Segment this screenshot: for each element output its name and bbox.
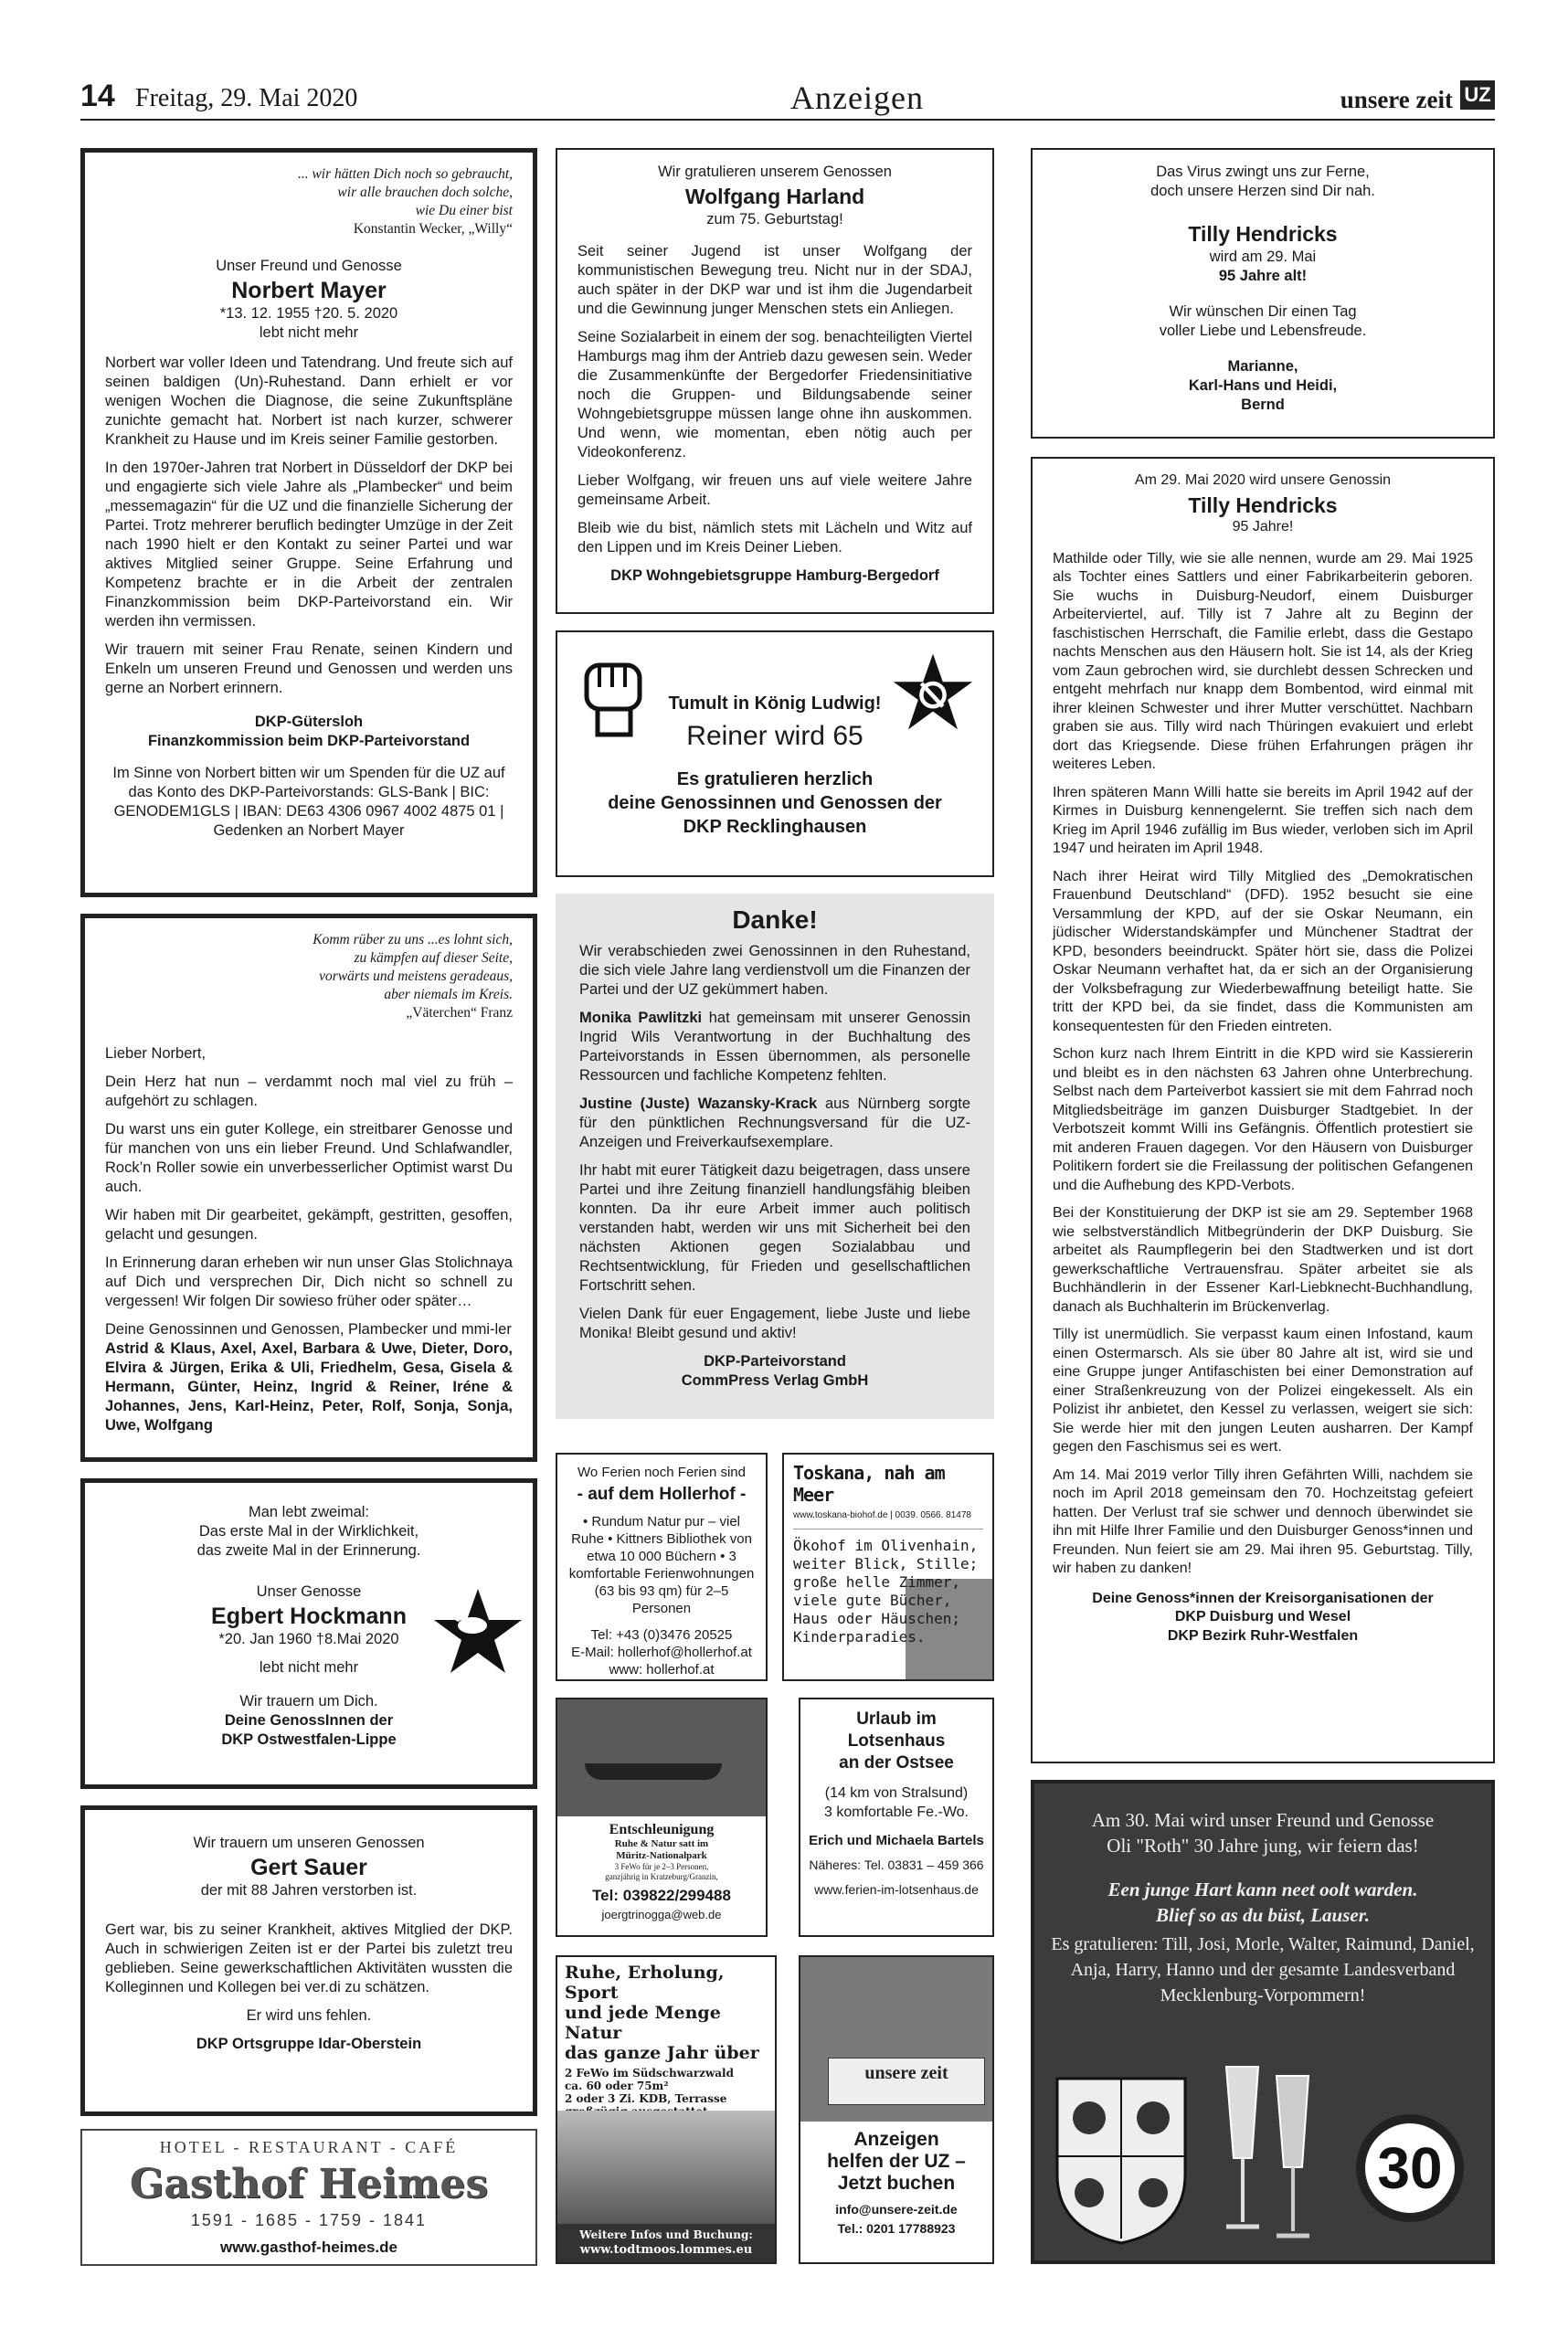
page-number: 14 (80, 79, 115, 113)
paragraph: Tilly ist unermüdlich. Sie verpasst kaum einen Infostand, kaum einen Ostermarsch. Als sie über 80 Jahre alt ist, wird sie und eine Gruppe junger Antifaschisten bei einer Demonstration auf einer Straßenkreuzung von der Polizei eingekesselt. Als ein Polizist ihr anbietet, den Kessel zu verlassen, weigert sie sich: Sie werde hier mit den jungen Leuten ausharren. Der Kampf gegen den Faschismus sei es wert. (1053, 1327, 1473, 1455)
quote-line: zu kämpfen auf dieser Seite, (354, 950, 513, 966)
signature-names: Astrid & Klaus, Axel, Axel, Barbara & Uwe, Dieter, Doro, Elvira & Jürgen, Erika & Uli, Friedhelm, Gesa, Gisela & Hermann, Günter, Heinz, Ingrid & Reiner, Iréne & Johannes, Jens, Karl-Heinz, Peter, Rolf, Sonja, Sonja, Uwe, Wolfgang (105, 1340, 513, 1434)
ad-line: 3 komfortable Fe.-Wo. (824, 1805, 969, 1820)
ad-line: Ruhe & Natur satt im (614, 1838, 709, 1849)
paragraph: In den 1970er-Jahren trat Norbert in Düsseldorf der DKP bei und engagierte sich viele Jahre als „Plambecker“ und beim „messemagazin“ für die UZ und die finanzielle Sicherung der Partei. Trotz mehrerer beruflich bedingter Umzüge in der Zeit nach 1990 hielt er den Kontakt zu seiner Partei und war aktives Mitglied seiner Gruppe. Seine Erfahrung und Kompetenz brachte er in die Arbeit der zentralen Finanzkommission beim DKP-Parteivorstand ein. Wir werden ihn vermissen. (105, 460, 513, 630)
ad-email[interactable]: E-Mail: hollerhof@hollerhof.at (571, 1645, 752, 1660)
hammer-sickle-star-icon (892, 651, 974, 733)
signature: Marianne, (1227, 358, 1298, 375)
ad-hollerhof (556, 1453, 768, 1681)
ad-line: 2 FeWo im Südschwarzwald (565, 2067, 735, 2080)
text-line: Oli "Roth" 30 Jahre jung, wir feiern das! (1107, 1835, 1419, 1857)
ad-headline: Ruhe, Erholung, Sport (565, 1963, 725, 2003)
ad-title: Toskana, nah am Meer (793, 1462, 945, 1506)
ad-entschleunigung (556, 1698, 768, 1937)
text-line: deine Genossinnen und Genossen der (608, 793, 942, 813)
ad-url[interactable]: www.ferien-im-lotsenhaus.de (814, 1882, 979, 1897)
dates: *20. Jan 1960 †8.Mai 2020 (218, 1631, 399, 1647)
paragraph: Er wird uns fehlen. (246, 2007, 372, 2024)
intro: Am 29. Mai 2020 wird unsere Genossin (1134, 472, 1392, 488)
person-name: Gert Sauer (250, 1855, 367, 1880)
ad-email[interactable]: info@unsere-zeit.de (835, 2202, 958, 2217)
paragraph: Gert war, bis zu seiner Krankheit, aktives Mitglied der DKP. Auch in schwierigen Zeiten ist er der Partei bis zuletzt treu geblieben. Seine gewerkschaftlichen Aktivitäten wussten die Kolleginnen und Kollegen bei ver.di zu schätzen. (105, 1921, 513, 1995)
paragraph: Ihr habt mit eurer Tätigkeit dazu beigetragen, dass unsere Partei und ihre Zeitung finanziell handlungsfähig bleiben konnten. Da ihr eure Arbeit immer auch politisch verstanden habt, werden wir uns mit Sicherheit bei den nächsten Aktionen gegen Sozialabbau und Rechtsentwicklung, für Frieden und gesellschaftlichen Fortschritt sehen. (579, 1162, 970, 1294)
person-name: Egbert Hockmann (211, 1603, 407, 1629)
text-line: das zweite Mal in der Erinnerung. (196, 1542, 421, 1559)
ad-email[interactable]: joergtrinogga@web.de (601, 1908, 722, 1921)
text-line: Blief so as du büst, Lauser. (1156, 1904, 1370, 1926)
signature: CommPress Verlag GmbH (681, 1372, 869, 1389)
subtitle: der mit 88 Jahren verstorben ist. (200, 1882, 418, 1899)
ad-line: viele gute Bücher, (793, 1592, 952, 1609)
quote-source: Konstantin Wecker, „Willy“ (353, 221, 513, 237)
signature: DKP Ostwestfalen-Lippe (221, 1731, 397, 1748)
ad-lotsenhaus (799, 1698, 994, 1937)
paragraph: Schon kurz nach Ihrem Eintritt in die KPD wird sie Kassiererin und bleibt es in den nächsten 63 Jahren ohne Unterbrechung. Selbst nach dem Parteiverbot kassiert sie mit dem Fahrrad noch Mitgliedsbeiträge im ganzen Duisburger Stadtgebiet. In der Verbotszeit kommt Willi ins Gefängnis. Öffentlich protestiert sie mit anderen Frauen dagegen. Vor den Häusern von Duisburger Politikern fordert sie die Freilassung der politischen Gefangenen und die Aufhebung des KPD-Verbots. (1053, 1046, 1473, 1193)
signature: DKP-Parteivorstand (704, 1353, 846, 1370)
signature: Deine GenossInnen der (224, 1712, 394, 1729)
tribute-tilly-hendricks (1031, 457, 1495, 1763)
newspaper-title: unsere zeit (828, 2058, 985, 2105)
signature: Deine Genoss*innen der Kreisorganisationen der (1092, 1590, 1434, 1606)
greeting-reiner (556, 630, 994, 877)
ad-line: Haus oder Häuschen; (793, 1610, 961, 1627)
ad-headline: und jede Menge Natur (565, 2003, 721, 2043)
ad-toskana (782, 1453, 994, 1681)
headline: Tumult in König Ludwig! (668, 693, 882, 714)
paragraph: Wir verabschieden zwei Genossinnen in den Ruhestand, die sich viele Jahre lang verdienstvoll um die Finanzen der Partei und der UZ gekümmert haben. (579, 943, 970, 998)
greeting-wolfgang-harland (556, 148, 994, 614)
ad-headline: Jetzt buchen (837, 2173, 956, 2194)
paragraph: Wir trauern mit seiner Frau Renate, seinen Kindern und Enkeln um unseren Freund und Genossen und werden uns gerne an Norbert erinnern. (105, 641, 513, 696)
issue-date: Freitag, 29. Mai 2020 (135, 84, 358, 112)
intro: Unser Genosse (256, 1583, 362, 1600)
paragraph (579, 1095, 970, 1152)
paragraph: Norbert war voller Ideen und Tatendrang. Und freute sich auf seinen baldigen (Un)-Ruhestand. Dann erhielt er vor wenigen Wochen die Diagnose, die seine Zukunftspläne zunichte gemacht hat. Norbert ist nach kurzer, schwerer Krankheit zu Hause und im Kreis seiner Familie gestorben. (105, 355, 513, 448)
ad-phone: Tel: +43 (0)3476 20525 (590, 1627, 733, 1643)
greeting-oli-roth (1031, 1780, 1495, 2264)
person-name: Wolfgang Harland (684, 185, 865, 208)
text-line: Een junge Hart kann neet oolt warden. (1107, 1879, 1418, 1900)
ad-gasthof-heimes (80, 2129, 537, 2266)
farewell-norbert (80, 914, 537, 1462)
paragraph: Nach ihrer Heirat wird Tilly Mitglied des „Demokratischen Frauenbund Deutschland“ (DFD). 1952 besucht sie eine Versammlung der KPD, auf der sie Oskar Neumann, ein jüdischer Widerstandskämpfer und Münchener Stadtrat der KPD, besonders beeindruckt. Später hört sie, dass die Polizei Oskar Neumann verhaftet hat, da er sich an der Organisierung der Volksbefragung zur Wiederbewaffnung beteiligt hatte. Sie tritt der KPD bei, da sie findet, dass die Kommunisten am konsequentesten für den Frieden eintreten. (1053, 868, 1473, 1034)
paragraph: Seit seiner Jugend ist unser Wolfgang der kommunistischen Bewegung treu. Nicht nur in der SDAJ, auch später in der DKP war und ist ihm die Jugendarbeit und die Gewinnung junger Menschen stets ein Anliegen. (577, 243, 972, 317)
signature: DKP Ortsgruppe Idar-Oberstein (196, 2036, 422, 2052)
text-line: Es gratulieren herzlich (676, 769, 874, 789)
ad-text (557, 1957, 775, 2123)
ad-line: 2 oder 3 Zi. KDB, Terrasse (565, 2092, 727, 2105)
ad-line: ca. 60 oder 75m² (565, 2080, 669, 2092)
subtitle: zum 75. Geburtstag! (706, 211, 843, 228)
subtitle: 95 Jahre! (1232, 519, 1294, 534)
ad-line: 3 FeWo für je 2–3 Personen, (614, 1862, 709, 1871)
ad-todtmoos (556, 1955, 777, 2264)
ad-photo (557, 2111, 775, 2226)
signature: DKP Wohngebietsgruppe Hamburg-Bergedorf (610, 567, 939, 584)
quote-line: Komm rüber zu uns ...es lohnt sich, (313, 932, 513, 947)
ad-line: Müritz-Nationalpark (616, 1850, 707, 1861)
person-name: Monika Pawlitzki (579, 1010, 703, 1026)
text-line: Das erste Mal in der Wirklichkeit, (198, 1523, 419, 1540)
signature: Karl-Hans und Heidi, (1188, 377, 1338, 394)
newspaper-name: unsere zeit (1340, 86, 1453, 113)
heading: Danke! (732, 905, 818, 934)
text-line: Es gratulieren: Till, Josi, Morle, Walter, Raimund, Daniel, Anja, Harry, Hanno und der gesamte Landesverband Mecklenburg-Vorpommern! (1051, 1934, 1475, 2006)
ad-footer-text: Weitere Infos und Buchung: (579, 2228, 753, 2241)
ad-url[interactable]: www.todtmoos.lommes.eu (579, 2243, 753, 2257)
ad-url[interactable]: www.gasthof-heimes.de (220, 2238, 397, 2256)
obituary-norbert-mayer (80, 148, 537, 897)
paragraph: Seine Sozialarbeit in einem der sog. benachteiligten Viertel Hamburgs mag ihm der Antrieb dazu gewesen sein. Weder die Zusammenkünfte der Bergedorfer Friedensinitiative noch die Gruppen- und Bildungsabende seiner Wohngebietsgruppe müssen lange ohne ihn auskommen. Und wenn, wie momentan, eben nötig auch per Videokonferenz. (577, 329, 972, 460)
paragraph: Ihren späteren Mann Willi hatte sie bereits im April 1942 auf der Kirmes in Duisburg kennengelernt. Sie treffen sich nach dem Krieg im April 1946 zufällig im Bus wieder, verloben sich im April 1947 und heiraten im April 1948. (1053, 784, 1473, 856)
ad-phone: Tel.: 0201 17788923 (837, 2221, 956, 2236)
paragraph: Mathilde oder Tilly, wie sie alle nennen, wurde am 29. Mai 1925 als Tochter eines Sattlers und einer Fabrikarbeiterin geboren. Sie wuchs in Duisburg-Neudorf, einem Duisburger Arbeiterviertel, auf. Tilly ist 7 Jahre alt zu Beginn der faschistischen Herrschaft, die Familie erlebt, dass die Gestapo nachts Menschen aus den Häusern holt. Sie ist 14, als der Krieg vom Zaun gebrochen wird, sie durchlebt dessen Schrecken und entgeht mehrfach nur knapp dem Bombentod, wird einmal mit ihrer kleinen Schwester und ihrer Mutter verschüttet. Nachbarn graben sie aus. Tilly wird nach Thüringen evakuiert und erlebt dort das Kriegsende. Diese frühen Erfahrungen prägen ihr weiteres Leben. (1053, 550, 1473, 772)
text-line: Am 30. Mai wird unser Freund und Genosse (1091, 1809, 1435, 1831)
ad-line: Kinderparadies. (793, 1628, 926, 1646)
paragraph: Wir haben mit Dir gearbeitet, gekämpft, gestritten, gesoffen, gelacht und gesungen. (105, 1207, 513, 1243)
ad-headline: Anzeigen (853, 2129, 939, 2150)
signature: Bernd (1241, 397, 1285, 413)
obituary-egbert-hockmann (80, 1478, 537, 1789)
intro: Wir trauern um unseren Genossen (193, 1835, 425, 1851)
ad-line: (14 km von Stralsund) (824, 1785, 969, 1801)
quote-line: ... wir hätten Dich noch so gebraucht, (297, 166, 513, 182)
raised-fist-icon (577, 656, 651, 738)
donation-info: Im Sinne von Norbert bitten wir um Spenden für die UZ auf das Konto des DKP-Parteivorstands: GLS-Bank | BIC: GENODEM1GLS | IBAN: DE63 4306 0967 4002 4875 01 | Gedenken an Norbert Mayer (112, 765, 505, 839)
signature: DKP Duisburg und Wesel (1174, 1609, 1351, 1625)
ad-title: an der Ostsee (839, 1753, 954, 1773)
page-header (80, 75, 1495, 121)
text-line: Man lebt zweimal: (248, 1504, 370, 1520)
person-name: Justine (Juste) Wazansky-Krack (579, 1095, 818, 1112)
paragraph-text: aus Nürnberg sorgte für den pünktlichen Rechnungsversand für die UZ-Anzeigen und Freiverkaufsexemplare. (579, 1095, 970, 1150)
paragraph: Bei der Konstituierung der DKP ist sie am 29. September 1968 wie selbstverständlich Mitbegründerin der DKP Duisburg. Sie arbeitet als Raumpflegerin bei den Stadtwerken und ist dort gewerkschaftliche Vertrauensfrau. Später arbeitet sie als Buchhändlerin in der Essener Karl-Liebknecht-Buchhandlung, danach als Buchhalterin im Brückenverlag. (1053, 1205, 1473, 1315)
status: lebt nicht mehr (259, 1659, 359, 1676)
ad-title: - auf dem Hollerhof - (577, 1485, 747, 1504)
status: lebt nicht mehr (259, 324, 359, 341)
quote-line: vorwärts und meistens geradeaus, (319, 968, 513, 984)
greeting-tilly-hendricks (1031, 148, 1495, 439)
text-line: doch unsere Herzen sind Dir nah. (1150, 183, 1375, 199)
paragraph: Deine Genossinnen und Genossen, Plambecker und mmi-ler (105, 1321, 512, 1338)
ad-headline: das ganze Jahr über (565, 2043, 759, 2063)
text-line: wird am 29. Mai (1209, 249, 1317, 265)
quote-line: aber niemals im Kreis. (384, 987, 513, 1002)
paragraph: Lieber Wolfgang, wir freuen uns auf viele weitere Jahre gemeinsame Arbeit. (577, 472, 972, 508)
dates: *13. 12. 1955 †20. 5. 2020 (219, 305, 398, 322)
ad-unsere-zeit (799, 1955, 994, 2264)
person-name: Tilly Hendricks (1188, 492, 1338, 517)
ad-line: Ökohof im Olivenhain, (793, 1537, 979, 1554)
ad-url[interactable]: www: hollerhof.at (609, 1662, 715, 1678)
dove-star-icon (432, 1585, 524, 1677)
uz-logo: UZ (1460, 80, 1495, 110)
ad-text: • Rundum Natur pur – viel Ruhe • Kittners Bibliothek von etwa 10 000 Büchern • 3 komfortable Ferienwohnungen (63 bis 93 qm) für 2–5 Personen (568, 1514, 755, 1616)
ad-text (793, 1537, 983, 1646)
ad-headline: helfen der UZ – (827, 2151, 966, 2172)
greeting: Lieber Norbert, (105, 1045, 207, 1062)
person-name: Tilly Hendricks (1188, 222, 1338, 246)
ad-line: große helle Zimmer, (793, 1573, 961, 1591)
ad-line: ganzjährig in Kratzeburg/Granzin, (605, 1872, 718, 1881)
ad-phone: Näheres: Tel. 03831 – 459 366 (809, 1857, 984, 1872)
paragraph: Bleib wie du bist, nämlich stets mit Lächeln und Witz auf den Lippen und im Kreis Deiner Lieben. (577, 520, 972, 556)
section-title: Anzeigen (790, 79, 924, 116)
paragraph: Dein Herz hat nun – verdammt noch mal viel zu früh – aufgehört zu schlagen. (105, 1074, 513, 1109)
ad-phone: Tel: 039822/299488 (592, 1887, 731, 1904)
paragraph: Vielen Dank für euer Engagement, liebe Juste und liebe Monika! Bleibt gesund und aktiv! (579, 1306, 970, 1341)
paragraph (579, 1009, 970, 1085)
intro: Wir gratulieren unserem Genossen (658, 164, 892, 180)
paragraph: Du warst uns ein guter Kollege, ein streitbarer Genosse und für manchen von uns ein lieber Freund. Und Schlafwandler, Rock’n Roller sowie ein unverbesserlicher Optimist warst Du auch. (105, 1121, 513, 1195)
signature: Finanzkommission beim DKP-Parteivorstand (147, 733, 471, 749)
ad-title: Urlaub im Lotsenhaus (847, 1709, 946, 1751)
text-line: DKP Recklinghausen (683, 817, 867, 837)
text-line: Das Virus zwingt uns zur Ferne, (1156, 164, 1370, 180)
obituary-gert-sauer (80, 1805, 537, 2116)
headline-main: Reiner wird 65 (686, 721, 863, 751)
text-line: voller Liebe und Lebensfreude. (1159, 323, 1367, 339)
ad-footer (557, 2224, 775, 2262)
person-name: Norbert Mayer (231, 278, 387, 303)
ad-title: Gasthof Heimes (129, 2161, 489, 2207)
ad-photo (800, 1957, 992, 2122)
champagne-glasses-icon (1208, 2058, 1327, 2249)
intro: Unser Freund und Genosse (216, 258, 402, 274)
quote (105, 165, 513, 238)
quote (105, 931, 513, 1022)
text-line: 95 Jahre alt! (1218, 268, 1308, 284)
signature: DKP-Gütersloh (254, 714, 364, 730)
signature: DKP Bezirk Ruhr-Westfalen (1167, 1627, 1359, 1644)
ad-years: 1591 - 1685 - 1759 - 1841 (190, 2211, 428, 2229)
thanks-notice (556, 894, 994, 1419)
birthday-badge: 30 (1356, 2114, 1464, 2222)
ad-tagline: Wo Ferien noch Ferien sind (577, 1465, 746, 1480)
ad-title: Entschleunigung (609, 1822, 715, 1837)
greeting-text (1047, 1796, 1478, 2058)
ad-line: weiter Blick, Stille; (793, 1555, 979, 1572)
paragraph: Am 14. Mai 2019 verlor Tilly ihren Gefährten Willi, nachdem sie noch im April 2018 gemeinsam den 70. Hochzeitstag gefeiert hatten. Der Verlust traf sie schwer und dennoch überwindet sie ihn mit Hilfe Ihrer Familie und den Duisburger Genoss*innen und Freunden. Nun feiert sie am 29. Mai ihren 95. Geburtstag. Tilly, wir haben zu danken! (1053, 1466, 1473, 1576)
quote-line: wie Du einer bist (415, 203, 513, 218)
text-line: Wir trauern um Dich. (239, 1693, 378, 1709)
paragraph: In Erinnerung daran erheben wir nun unser Glas Stolichnaya auf Dich und versprechen Dir, Dich nicht so schnell zu vergessen! Wir folgen Dir sowieso früher oder später… (105, 1254, 513, 1309)
ad-photo (557, 1699, 766, 1816)
quote-source: „Väterchen“ Franz (406, 1005, 513, 1021)
paragraph-text: hat gemeinsam mit unserer Genossin Ingrid Wils Verantwortung in der Buchhaltung des Parteivorstands in Essen übernommen, als personelle Ressourcen und fachliche Kompetenz fehlten. (579, 1010, 970, 1084)
coat-of-arms-icon (1053, 2074, 1190, 2248)
text-line: Wir wünschen Dir einen Tag (1169, 303, 1357, 320)
ad-names: Erich und Michaela Bartels (809, 1833, 984, 1848)
ad-tagline: HOTEL - RESTAURANT - CAFÉ (159, 2138, 459, 2156)
ad-contact[interactable]: www.toskana-biohof.de | 0039. 0566. 81478 (793, 1506, 983, 1529)
quote-line: wir alle brauchen doch solche, (337, 185, 513, 200)
